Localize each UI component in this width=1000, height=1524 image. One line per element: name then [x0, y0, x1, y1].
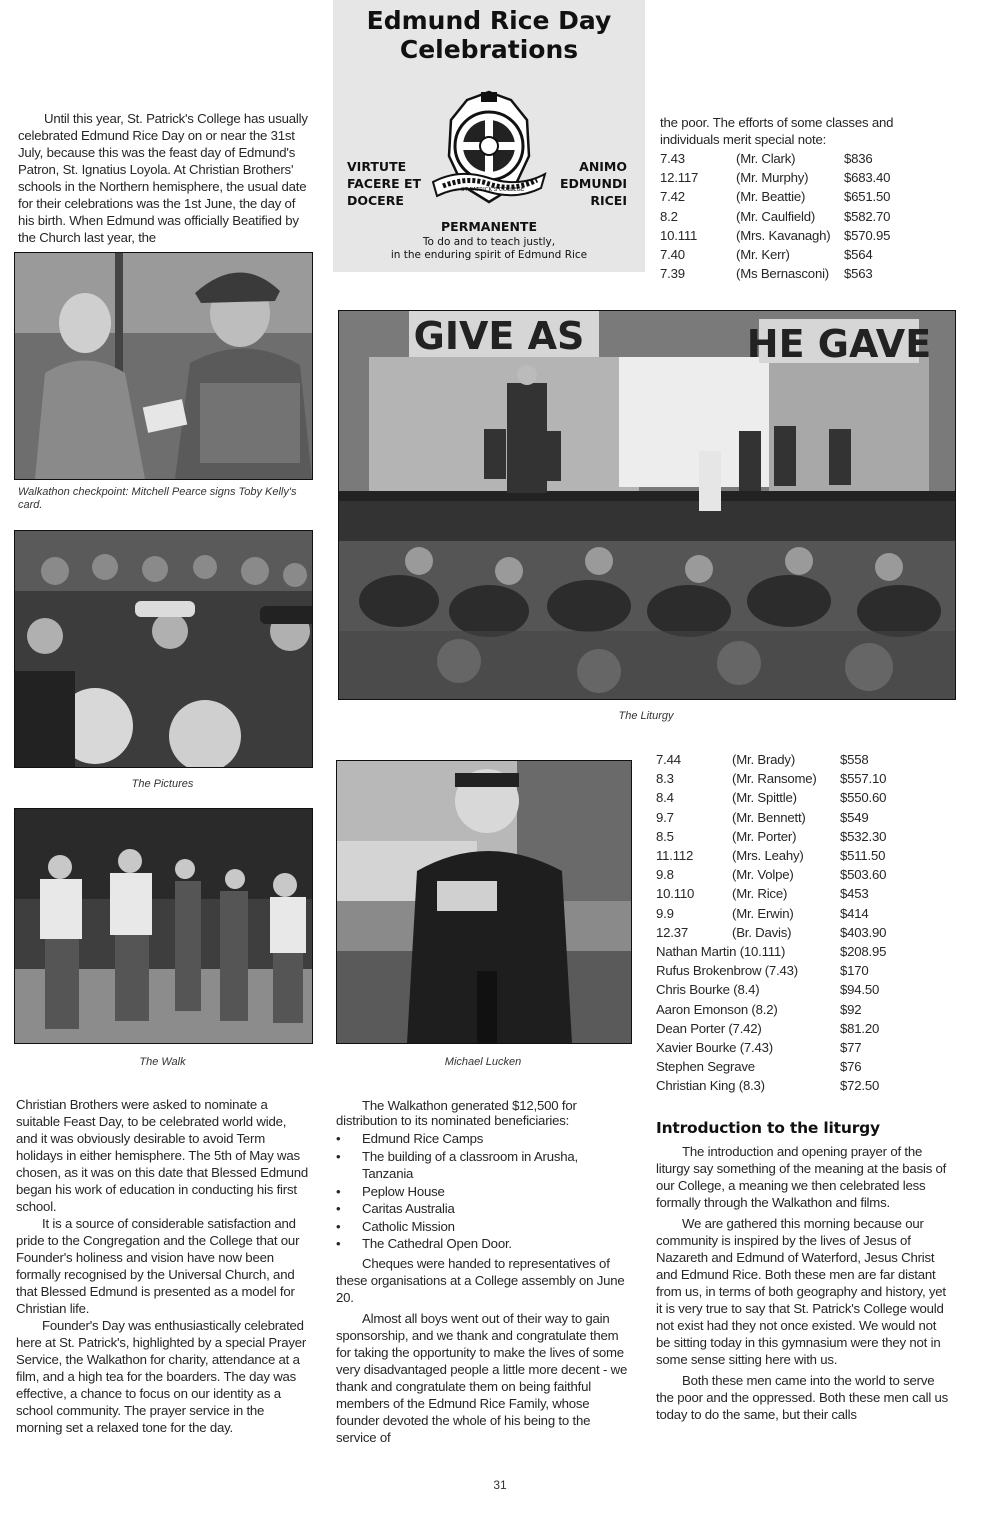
- class-cell: 7.43: [660, 151, 685, 166]
- motto-line-2: in the enduring spirit of Edmund Rice: [390, 249, 588, 261]
- table-row: [656, 942, 966, 961]
- teacher-cell: (Mr. Beattie): [736, 189, 806, 205]
- pictures-photo: [14, 530, 313, 768]
- class-cell: 9.8: [656, 867, 674, 883]
- class-cell: 9.9: [656, 905, 674, 921]
- class-cell: 7.42: [660, 189, 685, 205]
- table-row: [656, 923, 966, 942]
- teacher-cell: (Mr. Caulfield): [736, 208, 816, 224]
- amount-cell: $532.30: [840, 828, 887, 844]
- amount-cell: $92: [840, 1001, 862, 1017]
- teacher-cell: (Mr. Brady): [732, 752, 796, 767]
- table-row: [660, 264, 960, 283]
- left-column-text: [16, 1096, 310, 1436]
- table-row: [656, 1076, 966, 1095]
- teacher-cell: (Ms Bernasconi): [736, 266, 830, 282]
- table-row: [656, 827, 966, 846]
- individual-cell: Rufus Brokenbrow (7.43): [656, 963, 798, 979]
- walk-caption: The Walk: [139, 1056, 186, 1068]
- amount-cell: $563: [844, 266, 873, 282]
- class-sponsorship-table-1: [660, 149, 960, 283]
- class-cell: 7.39: [660, 266, 685, 282]
- left-paragraph-2: It is a source of considerable satisfaction and pride to the Congregation and the College that our Founder's holiness and vision have now been formally recognised by the Universal Church, and that Blessed Edmund is presented as a model for Christian life.: [16, 1216, 300, 1316]
- class-cell: 8.4: [656, 790, 674, 806]
- table-row: [656, 884, 966, 903]
- banner-left-text: GIVE AS: [413, 314, 585, 358]
- teacher-cell: (Mr. Murphy): [736, 170, 809, 186]
- amount-cell: $81.20: [840, 1020, 880, 1036]
- table-row: [660, 245, 960, 264]
- table-row: [656, 904, 966, 923]
- amount-cell: $94.50: [840, 982, 880, 998]
- liturgy-paragraph-1: The introduction and opening prayer of the liturgy say something of the meaning at the basis of our College, a meaning we then celebrated less formally through the Walkathon and films.: [656, 1144, 947, 1210]
- amount-cell: $403.90: [840, 924, 887, 940]
- amount-cell: $564: [844, 247, 873, 263]
- crest-left-word-1: VIRTUTE: [347, 159, 407, 174]
- table-row: [660, 187, 960, 206]
- list-item: • Edmund Rice Camps: [336, 1130, 632, 1148]
- crest-right-word-2: EDMUNDI: [560, 176, 627, 191]
- individual-cell: Xavier Bourke (7.43): [656, 1040, 773, 1056]
- class-cell: 11.112: [656, 848, 694, 864]
- class-sponsorship-table-2: [656, 750, 966, 1096]
- teacher-cell: (Mrs. Leahy): [732, 848, 804, 864]
- liturgy-paragraph-2: We are gathered this morning because our community is inspired by the lives of Jesus of Nazareth and Edmund of Waterford, Jesus Christ and Edmund Rice. Both these men are far distant from us, in terms of both geography and history, yet it is very true to say that St. Patrick's College would not exist had they not once existed. We would not be sitting today in this gymnasium were they not in some sense sitting here with us.: [656, 1216, 946, 1367]
- amount-cell: $170: [840, 963, 869, 979]
- crest-left-word-2: FACERE ET: [347, 176, 422, 191]
- table-row: [656, 808, 966, 827]
- crest-right-word-3: RICEI: [590, 193, 627, 208]
- college-motto: [333, 236, 645, 262]
- page-title: [333, 6, 645, 64]
- class-cell: 9.7: [656, 809, 674, 825]
- teacher-cell: (Mr. Bennett): [732, 809, 806, 825]
- table-row: [660, 149, 960, 168]
- intro-paragraph: [18, 110, 313, 246]
- individual-cell: Chris Bourke (8.4): [656, 982, 760, 998]
- beneficiary-list: [336, 1130, 632, 1253]
- individual-cell: Stephen Segrave: [656, 1059, 755, 1075]
- table-row: [656, 980, 966, 999]
- individual-cell: Christian King (8.3): [656, 1078, 765, 1094]
- teacher-cell: (Mr. Volpe): [732, 867, 794, 883]
- class-cell: 8.5: [656, 828, 674, 844]
- amount-cell: $557.10: [840, 771, 887, 787]
- amount-cell: $503.60: [840, 867, 887, 883]
- list-item: • Caritas Australia: [336, 1200, 632, 1218]
- crest-bottom-word: PERMANENTE: [441, 219, 537, 234]
- title-panel: [333, 0, 645, 272]
- table-row: [660, 168, 960, 187]
- individual-cell: Aaron Emonson (8.2): [656, 1001, 778, 1017]
- individual-cell: Nathan Martin (10.111): [656, 944, 786, 960]
- liturgy-paragraph-3: Both these men came into the world to serve the poor and the oppressed. Both these men call us today to do the same, but their calls: [656, 1373, 949, 1422]
- table-row: [656, 1057, 966, 1076]
- table-row: [656, 846, 966, 865]
- amount-cell: $208.95: [840, 944, 887, 960]
- amount-cell: $683.40: [844, 170, 891, 186]
- college-crest-icon: [429, 86, 549, 216]
- table-row: [656, 961, 966, 980]
- class-cell: 8.2: [660, 208, 678, 224]
- title-line-1: Edmund Rice Day: [366, 6, 612, 35]
- middle-paragraph-1: Cheques were handed to representatives of these organisations at a College assembly on June 20.: [336, 1255, 625, 1305]
- class-cell: 7.44: [656, 752, 681, 767]
- middle-column-text: [336, 1098, 632, 1446]
- banner-right-text: HE GAVE: [746, 322, 932, 366]
- liturgy-photo: [338, 310, 956, 700]
- amount-cell: $72.50: [840, 1078, 880, 1094]
- amount-cell: $76: [840, 1059, 862, 1075]
- title-line-2: Celebrations: [399, 35, 579, 64]
- amount-cell: $570.95: [844, 227, 891, 243]
- michael-caption: Michael Lucken: [444, 1056, 522, 1068]
- list-item: • Peplow House: [336, 1183, 632, 1201]
- class-cell: 8.3: [656, 771, 674, 787]
- amount-cell: $651.50: [844, 189, 891, 205]
- walkathon-photo: [14, 252, 313, 480]
- teacher-cell: (Mr. Kerr): [736, 247, 790, 263]
- crest-left-motto: [347, 158, 421, 209]
- amount-cell: $453: [840, 886, 869, 902]
- list-item: • Catholic Mission: [336, 1218, 632, 1236]
- teacher-cell: (Mr. Erwin): [732, 905, 794, 921]
- left-paragraph-3: Founder's Day was enthusiastically celebrated here at St. Patrick's, highlighted by a special Prayer Service, the Walkathon for charity, attendance at a film, and a high tea for the boarders. The day was effective, a chance to focus on our identity as a school community. The prayer service in the morning set a relaxed tone for the day.: [16, 1318, 307, 1435]
- left-paragraph-1: Christian Brothers were asked to nominate a suitable Feast Day, to be celebrated world wide, and it was obviously desirable to avoid Term holidays in either hemisphere. The 5th of May was chosen, as it was on this date that Blessed Edmund began his work of education in conducting his first school.: [16, 1097, 309, 1214]
- class-cell: 10.111: [660, 227, 698, 243]
- table-row: [656, 750, 966, 769]
- class-cell: 7.40: [660, 247, 685, 263]
- class-cell: 10.110: [656, 886, 695, 902]
- right-top-lead: the poor. The efforts of some classes and individuals merit special note:: [660, 115, 894, 147]
- amount-cell: $558: [840, 752, 869, 767]
- amount-cell: $511.50: [840, 848, 886, 864]
- crest-right-word-1: ANIMO: [579, 159, 627, 174]
- table-row: [656, 1019, 966, 1038]
- teacher-cell: (Mr. Spittle): [732, 790, 797, 806]
- table-row: [656, 1038, 966, 1057]
- liturgy-caption: The Liturgy: [618, 710, 674, 722]
- table-row: [656, 788, 966, 807]
- michael-lucken-photo: [336, 760, 632, 1044]
- walk-photo: [14, 808, 313, 1044]
- crest-ribbon-text: ST PATRICK'S COLLEGE: [461, 187, 525, 193]
- amount-cell: $549: [840, 809, 869, 825]
- walkathon-lead: The Walkathon generated $12,500 for distribution to its nominated beneficiaries:: [336, 1098, 577, 1128]
- amount-cell: $550.60: [840, 790, 887, 806]
- table-row: [660, 226, 960, 245]
- intro-text: Until this year, St. Patrick's College has usually celebrated Edmund Rice Day on or near the 31st July, because this was the feast day of Edmund's Patron, St. Ignatius Loyola. At Christian Brothers' schools in the Northern hemisphere, the usual date for their celebrations was the 1st June, the day of his birth. When Edmund was officially Beatified by the Church last year, the: [18, 111, 308, 245]
- class-cell: 12.117: [660, 170, 699, 186]
- pictures-caption: The Pictures: [131, 778, 194, 790]
- teacher-cell: (Mr. Ransome): [732, 771, 817, 787]
- amount-cell: $836: [844, 151, 873, 166]
- section-heading: Introduction to the liturgy: [656, 1119, 880, 1137]
- table-row: [656, 1000, 966, 1019]
- amount-cell: $77: [840, 1040, 862, 1056]
- teacher-cell: (Br. Davis): [732, 924, 792, 940]
- page-number: 31: [493, 1478, 507, 1492]
- amount-cell: $414: [840, 905, 869, 921]
- teacher-cell: (Mr. Clark): [736, 151, 796, 166]
- table-row: [656, 769, 966, 788]
- table-row: [656, 865, 966, 884]
- table-row: [660, 207, 960, 226]
- teacher-cell: (Mr. Porter): [732, 828, 797, 844]
- middle-paragraph-2: Almost all boys went out of their way to gain sponsorship, and we thank and congratulate them for taking the opportunity to make the lives of some very disadvantaged people a little more decent - we thank and congratulate them on being faithful members of the Edmund Rice Family, whose founder devoted the whole of his being to the service of: [336, 1310, 628, 1445]
- list-item: • The Cathedral Open Door.: [336, 1235, 632, 1253]
- amount-cell: $582.70: [844, 208, 891, 224]
- list-item: • The building of a classroom in Arusha, Tanzania: [336, 1148, 632, 1183]
- liturgy-section: [656, 1120, 950, 1423]
- crest-left-word-3: DOCERE: [347, 193, 404, 208]
- teacher-cell: (Mr. Rice): [732, 886, 788, 902]
- class-cell: 12.37: [656, 924, 689, 940]
- individual-cell: Dean Porter (7.42): [656, 1020, 762, 1036]
- motto-line-1: To do and to teach justly,: [422, 236, 556, 248]
- crest-right-motto: [560, 158, 627, 209]
- teacher-cell: (Mrs. Kavanagh): [736, 227, 831, 243]
- walkathon-caption: Walkathon checkpoint: Mitchell Pearce signs Toby Kelly's card.: [18, 486, 297, 511]
